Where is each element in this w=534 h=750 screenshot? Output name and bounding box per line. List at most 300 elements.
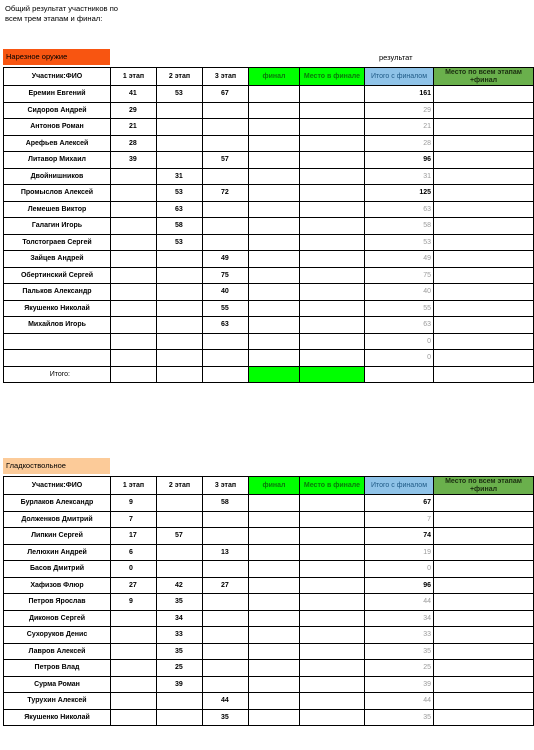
participant-name-cell[interactable]: Липкин Сергей — [4, 528, 111, 545]
overall-place-cell[interactable] — [434, 317, 534, 334]
stage3-cell[interactable]: 75 — [203, 267, 249, 284]
participant-name-cell[interactable] — [4, 333, 111, 350]
final-place-cell[interactable] — [300, 218, 365, 235]
stage2-cell[interactable]: 58 — [157, 218, 203, 235]
table-row — [4, 218, 534, 235]
table-row — [4, 135, 534, 152]
stage2-cell[interactable] — [157, 544, 203, 561]
table-cell[interactable] — [203, 366, 249, 383]
stage1-cell[interactable]: 0 — [111, 561, 157, 578]
stage3-cell[interactable]: 58 — [203, 495, 249, 512]
stage1-cell[interactable]: 7 — [111, 511, 157, 528]
final-place-cell[interactable] — [300, 577, 365, 594]
stage3-cell[interactable]: 49 — [203, 251, 249, 268]
final-place-cell[interactable] — [300, 561, 365, 578]
stage3-cell[interactable] — [203, 218, 249, 235]
itogo-label: Итого: — [4, 366, 111, 383]
overall-place-cell[interactable] — [434, 185, 534, 202]
stage3-cell[interactable] — [203, 102, 249, 119]
stage3-cell[interactable]: 27 — [203, 577, 249, 594]
stage1-cell[interactable] — [111, 300, 157, 317]
col-header-final-place: Место в финале — [300, 68, 365, 86]
final-cell[interactable] — [249, 284, 300, 301]
final-place-cell[interactable] — [300, 300, 365, 317]
overall-place-cell[interactable] — [434, 300, 534, 317]
total-cell[interactable]: 19 — [365, 544, 434, 561]
stage1-cell[interactable] — [111, 267, 157, 284]
participant-name-cell[interactable] — [4, 350, 111, 367]
total-cell[interactable]: 75 — [365, 267, 434, 284]
stage1-cell[interactable] — [111, 627, 157, 644]
stage2-cell[interactable]: 39 — [157, 676, 203, 693]
table-row — [4, 693, 534, 710]
table-row — [4, 676, 534, 693]
final-cell[interactable] — [249, 317, 300, 334]
col-header-overall-place: Место по всем этапам +финал — [434, 68, 534, 86]
stage2-cell[interactable]: 63 — [157, 201, 203, 218]
stage1-cell[interactable]: 28 — [111, 135, 157, 152]
stage2-cell[interactable] — [157, 152, 203, 169]
final-place-cell[interactable] — [300, 284, 365, 301]
overall-place-cell[interactable] — [434, 251, 534, 268]
col-header-name: Участник:ФИО — [4, 68, 111, 86]
stage2-cell[interactable] — [157, 511, 203, 528]
final-cell[interactable] — [249, 528, 300, 545]
participant-name-cell[interactable]: Бурлаков Александр — [4, 495, 111, 512]
stage2-cell[interactable] — [157, 284, 203, 301]
final-cell[interactable] — [249, 577, 300, 594]
stage1-cell[interactable] — [111, 333, 157, 350]
final-place-cell[interactable] — [300, 528, 365, 545]
overall-place-cell[interactable] — [434, 135, 534, 152]
final-place-cell[interactable] — [300, 610, 365, 627]
stage3-cell[interactable]: 35 — [203, 709, 249, 726]
total-cell[interactable]: 49 — [365, 251, 434, 268]
stage3-cell[interactable] — [203, 119, 249, 136]
stage2-cell[interactable]: 31 — [157, 168, 203, 185]
results-table-smoothbore — [3, 476, 534, 726]
final-cell[interactable] — [249, 610, 300, 627]
overall-place-cell[interactable] — [434, 350, 534, 367]
overall-place-cell[interactable] — [434, 201, 534, 218]
participant-name-cell[interactable]: Хафизов Флюр — [4, 577, 111, 594]
participant-name-cell[interactable]: Еремин Евгений — [4, 86, 111, 103]
stage1-cell[interactable] — [111, 317, 157, 334]
participant-name-cell[interactable]: Турухин Алексей — [4, 693, 111, 710]
overall-place-cell[interactable] — [434, 594, 534, 611]
final-cell[interactable] — [249, 185, 300, 202]
table-row — [4, 544, 534, 561]
overall-place-cell[interactable] — [434, 267, 534, 284]
overall-place-cell[interactable] — [434, 561, 534, 578]
stage1-cell[interactable] — [111, 350, 157, 367]
stage3-cell[interactable]: 55 — [203, 300, 249, 317]
participant-name-cell[interactable]: Толстограев Сергей — [4, 234, 111, 251]
stage3-cell[interactable] — [203, 676, 249, 693]
table-row — [4, 594, 534, 611]
table-cell[interactable] — [434, 366, 534, 383]
overall-place-cell[interactable] — [434, 284, 534, 301]
overall-place-cell[interactable] — [434, 119, 534, 136]
total-cell[interactable]: 63 — [365, 317, 434, 334]
stage1-cell[interactable]: 9 — [111, 594, 157, 611]
total-cell[interactable]: 35 — [365, 643, 434, 660]
final-cell[interactable] — [249, 86, 300, 103]
final-place-cell[interactable] — [300, 676, 365, 693]
final-place-cell[interactable] — [300, 152, 365, 169]
total-cell[interactable]: 0 — [365, 350, 434, 367]
total-cell[interactable]: 74 — [365, 528, 434, 545]
stage2-cell[interactable]: 33 — [157, 627, 203, 644]
overall-place-cell[interactable] — [434, 544, 534, 561]
col-header-final-place: Место в финале — [300, 477, 365, 495]
stage1-cell[interactable] — [111, 251, 157, 268]
participant-name-cell[interactable]: Зайцев Андрей — [4, 251, 111, 268]
stage2-cell[interactable]: 53 — [157, 86, 203, 103]
stage2-cell[interactable]: 25 — [157, 660, 203, 677]
stage1-cell[interactable] — [111, 676, 157, 693]
final-place-cell[interactable] — [300, 643, 365, 660]
table-row — [4, 333, 534, 350]
col-header-stage3: 3 этап — [203, 68, 249, 86]
overall-place-cell[interactable] — [434, 86, 534, 103]
final-cell[interactable] — [249, 627, 300, 644]
table-row — [4, 317, 534, 334]
participant-name-cell[interactable]: Петров Влад — [4, 660, 111, 677]
stage3-cell[interactable] — [203, 610, 249, 627]
stage3-cell[interactable] — [203, 234, 249, 251]
stage2-cell[interactable] — [157, 119, 203, 136]
section-label-rifled: Нарезное оружие — [3, 49, 110, 65]
stage2-cell[interactable] — [157, 561, 203, 578]
stage2-cell[interactable] — [157, 135, 203, 152]
participant-name-cell[interactable]: Басов Дмитрий — [4, 561, 111, 578]
participant-name-cell[interactable]: Михайлов Игорь — [4, 317, 111, 334]
final-cell[interactable] — [249, 561, 300, 578]
total-cell[interactable]: 53 — [365, 234, 434, 251]
stage3-cell[interactable] — [203, 350, 249, 367]
total-cell[interactable]: 55 — [365, 300, 434, 317]
col-header-name: Участник:ФИО — [4, 477, 111, 495]
final-cell[interactable] — [249, 218, 300, 235]
total-cell[interactable]: 0 — [365, 561, 434, 578]
table-row — [4, 561, 534, 578]
col-header-total: Итого с финалом — [365, 68, 434, 86]
col-header-stage2: 2 этап — [157, 68, 203, 86]
final-cell[interactable] — [249, 201, 300, 218]
total-cell[interactable]: 161 — [365, 86, 434, 103]
final-place-cell[interactable] — [300, 185, 365, 202]
overall-place-cell[interactable] — [434, 495, 534, 512]
final-cell[interactable] — [249, 119, 300, 136]
table-row — [4, 495, 534, 512]
table-row — [4, 251, 534, 268]
final-cell[interactable] — [249, 267, 300, 284]
table-row — [4, 234, 534, 251]
total-cell[interactable]: 67 — [365, 495, 434, 512]
final-place-cell[interactable] — [300, 168, 365, 185]
participant-name-cell[interactable]: Лемешев Виктор — [4, 201, 111, 218]
stage1-cell[interactable]: 17 — [111, 528, 157, 545]
stage2-cell[interactable] — [157, 495, 203, 512]
final-cell[interactable] — [249, 300, 300, 317]
overall-place-cell[interactable] — [434, 627, 534, 644]
participant-name-cell[interactable]: Диконов Сергей — [4, 610, 111, 627]
stage1-cell[interactable] — [111, 693, 157, 710]
final-place-cell[interactable] — [300, 102, 365, 119]
stage1-cell[interactable]: 41 — [111, 86, 157, 103]
stage1-cell[interactable] — [111, 284, 157, 301]
overall-place-cell[interactable] — [434, 676, 534, 693]
participant-name-cell[interactable]: Лавров Алексей — [4, 643, 111, 660]
overall-place-cell[interactable] — [434, 102, 534, 119]
participant-name-cell[interactable]: Петров Ярослав — [4, 594, 111, 611]
stage2-cell[interactable] — [157, 251, 203, 268]
table-row — [4, 102, 534, 119]
table-row — [4, 300, 534, 317]
final-cell[interactable] — [249, 709, 300, 726]
stage2-cell[interactable] — [157, 102, 203, 119]
final-cell[interactable] — [249, 544, 300, 561]
total-cell[interactable]: 28 — [365, 135, 434, 152]
overall-place-cell[interactable] — [434, 511, 534, 528]
total-cell[interactable]: 21 — [365, 119, 434, 136]
final-place-cell[interactable] — [300, 594, 365, 611]
total-cell[interactable]: 31 — [365, 168, 434, 185]
stage1-cell[interactable] — [111, 218, 157, 235]
final-place-cell[interactable] — [300, 627, 365, 644]
table-cell[interactable] — [365, 366, 434, 383]
stage1-cell[interactable]: 6 — [111, 544, 157, 561]
stage3-cell[interactable]: 72 — [203, 185, 249, 202]
table-row — [4, 660, 534, 677]
overall-place-cell[interactable] — [434, 693, 534, 710]
final-place-cell[interactable] — [300, 86, 365, 103]
overall-place-cell[interactable] — [434, 660, 534, 677]
final-cell[interactable] — [249, 511, 300, 528]
stage3-cell[interactable]: 13 — [203, 544, 249, 561]
stage2-cell[interactable]: 42 — [157, 577, 203, 594]
total-cell[interactable]: 58 — [365, 218, 434, 235]
participant-name-cell[interactable]: Сурма Роман — [4, 676, 111, 693]
final-cell[interactable] — [249, 152, 300, 169]
final-place-cell[interactable] — [300, 693, 365, 710]
final-cell[interactable] — [249, 234, 300, 251]
final-cell[interactable] — [249, 135, 300, 152]
stage1-cell[interactable] — [111, 660, 157, 677]
stage1-cell[interactable]: 9 — [111, 495, 157, 512]
overall-place-cell[interactable] — [434, 152, 534, 169]
total-cell[interactable]: 96 — [365, 152, 434, 169]
participant-name-cell[interactable]: Двойнишников — [4, 168, 111, 185]
table-row — [4, 350, 534, 367]
final-place-cell[interactable] — [300, 234, 365, 251]
total-cell[interactable]: 33 — [365, 627, 434, 644]
final-place-cell[interactable] — [300, 267, 365, 284]
total-cell[interactable]: 40 — [365, 284, 434, 301]
participant-name-cell[interactable]: Пальков Александр — [4, 284, 111, 301]
overall-place-cell[interactable] — [434, 643, 534, 660]
stage3-cell[interactable] — [203, 333, 249, 350]
total-cell[interactable]: 39 — [365, 676, 434, 693]
final-place-cell[interactable] — [300, 544, 365, 561]
stage3-cell[interactable] — [203, 627, 249, 644]
stage2-cell[interactable] — [157, 333, 203, 350]
total-cell[interactable]: 35 — [365, 709, 434, 726]
final-cell[interactable] — [249, 643, 300, 660]
participant-name-cell[interactable]: Долженков Дмитрий — [4, 511, 111, 528]
final-place-cell[interactable] — [300, 201, 365, 218]
final-place-cell[interactable] — [300, 317, 365, 334]
stage2-cell[interactable]: 53 — [157, 185, 203, 202]
stage3-cell[interactable] — [203, 511, 249, 528]
table-row — [4, 528, 534, 545]
col-header-stage3: 3 этап — [203, 477, 249, 495]
total-cell[interactable]: 25 — [365, 660, 434, 677]
col-header-stage1: 1 этап — [111, 68, 157, 86]
col-header-final: финал — [249, 477, 300, 495]
participant-name-cell[interactable]: Сухоруков Денис — [4, 627, 111, 644]
final-cell[interactable] — [249, 333, 300, 350]
final-place-cell[interactable] — [300, 350, 365, 367]
overall-place-cell[interactable] — [434, 709, 534, 726]
stage3-cell[interactable] — [203, 528, 249, 545]
stage3-cell[interactable] — [203, 561, 249, 578]
stage2-cell[interactable]: 57 — [157, 528, 203, 545]
result-label: результат — [379, 53, 413, 62]
stage2-cell[interactable]: 35 — [157, 594, 203, 611]
final-place-cell[interactable] — [300, 251, 365, 268]
participant-name-cell[interactable]: Литавор Михаил — [4, 152, 111, 169]
stage3-cell[interactable] — [203, 201, 249, 218]
final-cell[interactable] — [249, 495, 300, 512]
col-header-final: финал — [249, 68, 300, 86]
total-cell[interactable]: 63 — [365, 201, 434, 218]
stage1-cell[interactable]: 27 — [111, 577, 157, 594]
section-label-smoothbore: Гладкоствольное — [3, 458, 110, 474]
stage3-cell[interactable] — [203, 660, 249, 677]
table-row — [4, 577, 534, 594]
stage3-cell[interactable] — [203, 643, 249, 660]
participant-name-cell[interactable]: Галагин Игорь — [4, 218, 111, 235]
stage3-cell[interactable] — [203, 168, 249, 185]
stage1-cell[interactable] — [111, 709, 157, 726]
stage3-cell[interactable]: 67 — [203, 86, 249, 103]
final-cell[interactable] — [249, 102, 300, 119]
table-cell[interactable] — [157, 366, 203, 383]
stage3-cell[interactable] — [203, 135, 249, 152]
table-row — [4, 119, 534, 136]
final-cell[interactable] — [249, 693, 300, 710]
total-cell[interactable]: 7 — [365, 511, 434, 528]
stage1-cell[interactable] — [111, 643, 157, 660]
total-cell[interactable]: 125 — [365, 185, 434, 202]
stage1-cell[interactable] — [111, 610, 157, 627]
overall-place-cell[interactable] — [434, 218, 534, 235]
overall-place-cell[interactable] — [434, 234, 534, 251]
final-place-cell[interactable] — [300, 495, 365, 512]
overall-place-cell[interactable] — [434, 610, 534, 627]
participant-name-cell[interactable]: Антонов Роман — [4, 119, 111, 136]
col-header-total: Итого с финалом — [365, 477, 434, 495]
table-row — [4, 643, 534, 660]
table-row — [4, 168, 534, 185]
stage1-cell[interactable] — [111, 234, 157, 251]
table-row — [4, 284, 534, 301]
final-place-cell[interactable] — [300, 660, 365, 677]
stage2-cell[interactable] — [157, 693, 203, 710]
col-header-stage1: 1 этап — [111, 477, 157, 495]
table-row — [4, 86, 534, 103]
overall-place-cell[interactable] — [434, 528, 534, 545]
overall-place-cell[interactable] — [434, 333, 534, 350]
stage1-cell[interactable] — [111, 201, 157, 218]
participant-name-cell[interactable]: Якушенко Николай — [4, 300, 111, 317]
stage1-cell[interactable]: 21 — [111, 119, 157, 136]
table-cell-final-place[interactable] — [300, 366, 365, 383]
final-cell[interactable] — [249, 251, 300, 268]
table-cell-final[interactable] — [249, 366, 300, 383]
total-cell[interactable]: 96 — [365, 577, 434, 594]
stage2-cell[interactable]: 35 — [157, 643, 203, 660]
stage2-cell[interactable]: 34 — [157, 610, 203, 627]
stage1-cell[interactable]: 39 — [111, 152, 157, 169]
total-cell[interactable]: 34 — [365, 610, 434, 627]
participant-name-cell[interactable]: Арефьев Алексей — [4, 135, 111, 152]
participant-name-cell[interactable]: Якушенко Николай — [4, 709, 111, 726]
stage3-cell[interactable]: 44 — [203, 693, 249, 710]
final-cell[interactable] — [249, 676, 300, 693]
final-place-cell[interactable] — [300, 333, 365, 350]
overall-place-cell[interactable] — [434, 577, 534, 594]
final-place-cell[interactable] — [300, 511, 365, 528]
final-cell[interactable] — [249, 660, 300, 677]
total-cell[interactable]: 29 — [365, 102, 434, 119]
total-cell[interactable]: 44 — [365, 693, 434, 710]
total-cell[interactable]: 44 — [365, 594, 434, 611]
participant-name-cell[interactable]: Лелюхин Андрей — [4, 544, 111, 561]
stage3-cell[interactable]: 57 — [203, 152, 249, 169]
final-place-cell[interactable] — [300, 135, 365, 152]
sheet-title: Общий результат участников по всем трем этапам и финал: — [5, 4, 119, 23]
final-place-cell[interactable] — [300, 119, 365, 136]
total-cell[interactable]: 0 — [365, 333, 434, 350]
participant-name-cell[interactable]: Промыслов Алексей — [4, 185, 111, 202]
stage2-cell[interactable]: 53 — [157, 234, 203, 251]
overall-place-cell[interactable] — [434, 168, 534, 185]
stage1-cell[interactable] — [111, 168, 157, 185]
final-cell[interactable] — [249, 168, 300, 185]
table-cell[interactable] — [111, 366, 157, 383]
participant-name-cell[interactable]: Сидоров Андрей — [4, 102, 111, 119]
stage2-cell[interactable] — [157, 350, 203, 367]
stage2-cell[interactable] — [157, 267, 203, 284]
stage3-cell[interactable] — [203, 594, 249, 611]
participant-name-cell[interactable]: Обертинский Сергей — [4, 267, 111, 284]
final-place-cell[interactable] — [300, 709, 365, 726]
stage2-cell[interactable] — [157, 300, 203, 317]
stage3-cell[interactable]: 40 — [203, 284, 249, 301]
table-row — [4, 201, 534, 218]
stage1-cell[interactable]: 29 — [111, 102, 157, 119]
final-cell[interactable] — [249, 350, 300, 367]
final-cell[interactable] — [249, 594, 300, 611]
stage2-cell[interactable] — [157, 317, 203, 334]
stage3-cell[interactable]: 63 — [203, 317, 249, 334]
stage2-cell[interactable] — [157, 709, 203, 726]
stage1-cell[interactable] — [111, 185, 157, 202]
table-row — [4, 152, 534, 169]
